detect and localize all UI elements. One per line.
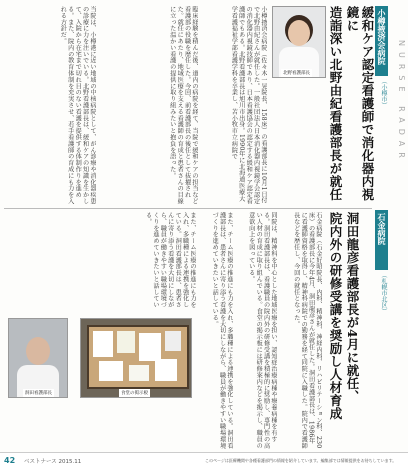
magazine-name: ベストナース 2015.11 xyxy=(24,459,82,465)
right-photo-director xyxy=(8,318,68,398)
right-body-column-1: 石金病院（石金好昭院長、内科、精神科、神経内科、リハビリテーション科、230床）の看護部長に今年4月、洞田龍彦さんが就任した。洞田看護部長は、1986年に看護師資格を取得し、精神科病院での勤務を経て同院に入職した。院内で看護師長などを歴任し、今回の就任となった。 xyxy=(292,212,322,449)
left-body-column-2: 臨床経験を積んだ後、道内の病院を経て、当院で緩和ケアの担当など看護部の役職を歴任した。今回、前看護部長の後任として抜擢された。就任にあたり、地域医療を支える看護師の育成と患者さんの目線に立った温かい看護の提供に取り組みたいと抱負を語った。 xyxy=(168,6,198,205)
notice-sheet xyxy=(165,331,181,351)
right-photo-bulletin-board xyxy=(80,318,192,398)
page-number: 42 xyxy=(4,456,16,465)
portrait-face xyxy=(26,337,50,365)
left-headline-2: 造詣深い北野由紀看護部長が就任 xyxy=(328,6,343,201)
left-hospital-location: （小樽市） xyxy=(380,78,387,108)
right-headline-1: 洞田龍彦看護部長が4月に就任、 xyxy=(345,212,360,404)
right-body-continued: また、チーム医療の推進にも力を入れ、多職種による連携を強化している。洞田看護部長は、患者さんに寄り添う看護を大切にしながら、職員が働きやすい職場環境づくりを進めていきたいと話している。 xyxy=(144,212,196,308)
bulletin-board xyxy=(87,325,189,389)
left-photo-director xyxy=(272,6,326,78)
left-photo-caption: 北野看護部長 xyxy=(283,71,310,76)
page-footer xyxy=(0,452,408,470)
right-hospital-name-bar xyxy=(375,210,388,270)
right-body-column-3: また、チーム医療の推進にも力を入れ、多職種による連携を強化している。洞田看護部長は、患者さんに寄り添う看護を大切にしながら、職員が働きやすい職場環境づくりを進めていきたいと話している。 xyxy=(211,212,233,449)
right-hospital-location: （札幌市北区） xyxy=(380,272,387,314)
footer-note: このページは医療機関や各種看護部門の情報を紹介しています。編集部では情報提供をお待ちしています。 xyxy=(205,458,397,463)
right-hospital-name: 石金病院 xyxy=(377,213,386,245)
notice-sheet xyxy=(139,333,161,361)
right-photo2-caption: 食堂の掲示板 xyxy=(121,391,148,396)
notice-sheet xyxy=(99,361,123,381)
notice-sheet xyxy=(93,331,113,357)
left-hospital-name: 小樽掖済会病院 xyxy=(377,9,386,65)
right-photo1-caption: 洞田看護部長 xyxy=(25,391,52,396)
portrait-face xyxy=(288,20,310,46)
right-body-column-2: 同院は、精神科を中心とした地域医療を担い、認知症治療病棟や療養病棟を有する。洞田看護部長は、看護職員の院内外の研修受講を積極的に奨励し、専門性の高い人材の育成に取り組んでいる。食堂の掲示板には研修案内などを掲示し、職員の意欲向上を図っている。 xyxy=(247,212,277,449)
left-hospital-name-bar xyxy=(375,6,388,76)
right-headline-2: 院内外の研修受講を奨励し人材育成 xyxy=(328,212,343,420)
side-label-nurse-radar: NURSE RADAR xyxy=(397,40,406,164)
notice-sheet xyxy=(117,331,135,353)
left-body-column-1: 小樽掖済会病院（佐々木一晃院長、158床）の看護部長に10月1日付で北野由紀さんが就任した。一般社団法人日本消化器内視鏡学会認定の消化器内視鏡技師であり、日本看護協会の認定する緩和ケア認定看護師でもある。北野看護部長は旭川市出身。1990年に北海道医療大学看護福祉学部看護学科を卒業し、苫小牧市立病院で xyxy=(230,6,267,205)
left-body-column-3: 当院は、小樽港に近い地域の中核病院として、がん診療や消化器疾患の診療に力を注いでいる。北野看護部長は、緩和ケアの知識を生かして、入院から在宅まで切れ目のない看護を提供する体制作りを進める。また、院内の教育体制を充実させ、若手看護師の育成にも力を入れる方針だ。 xyxy=(59,6,96,205)
article-separator xyxy=(4,208,372,209)
notice-sheet xyxy=(155,359,177,381)
left-headline-1: 緩和ケア認定看護師で消化器内視鏡に xyxy=(345,6,375,201)
notice-sheet xyxy=(129,365,149,381)
